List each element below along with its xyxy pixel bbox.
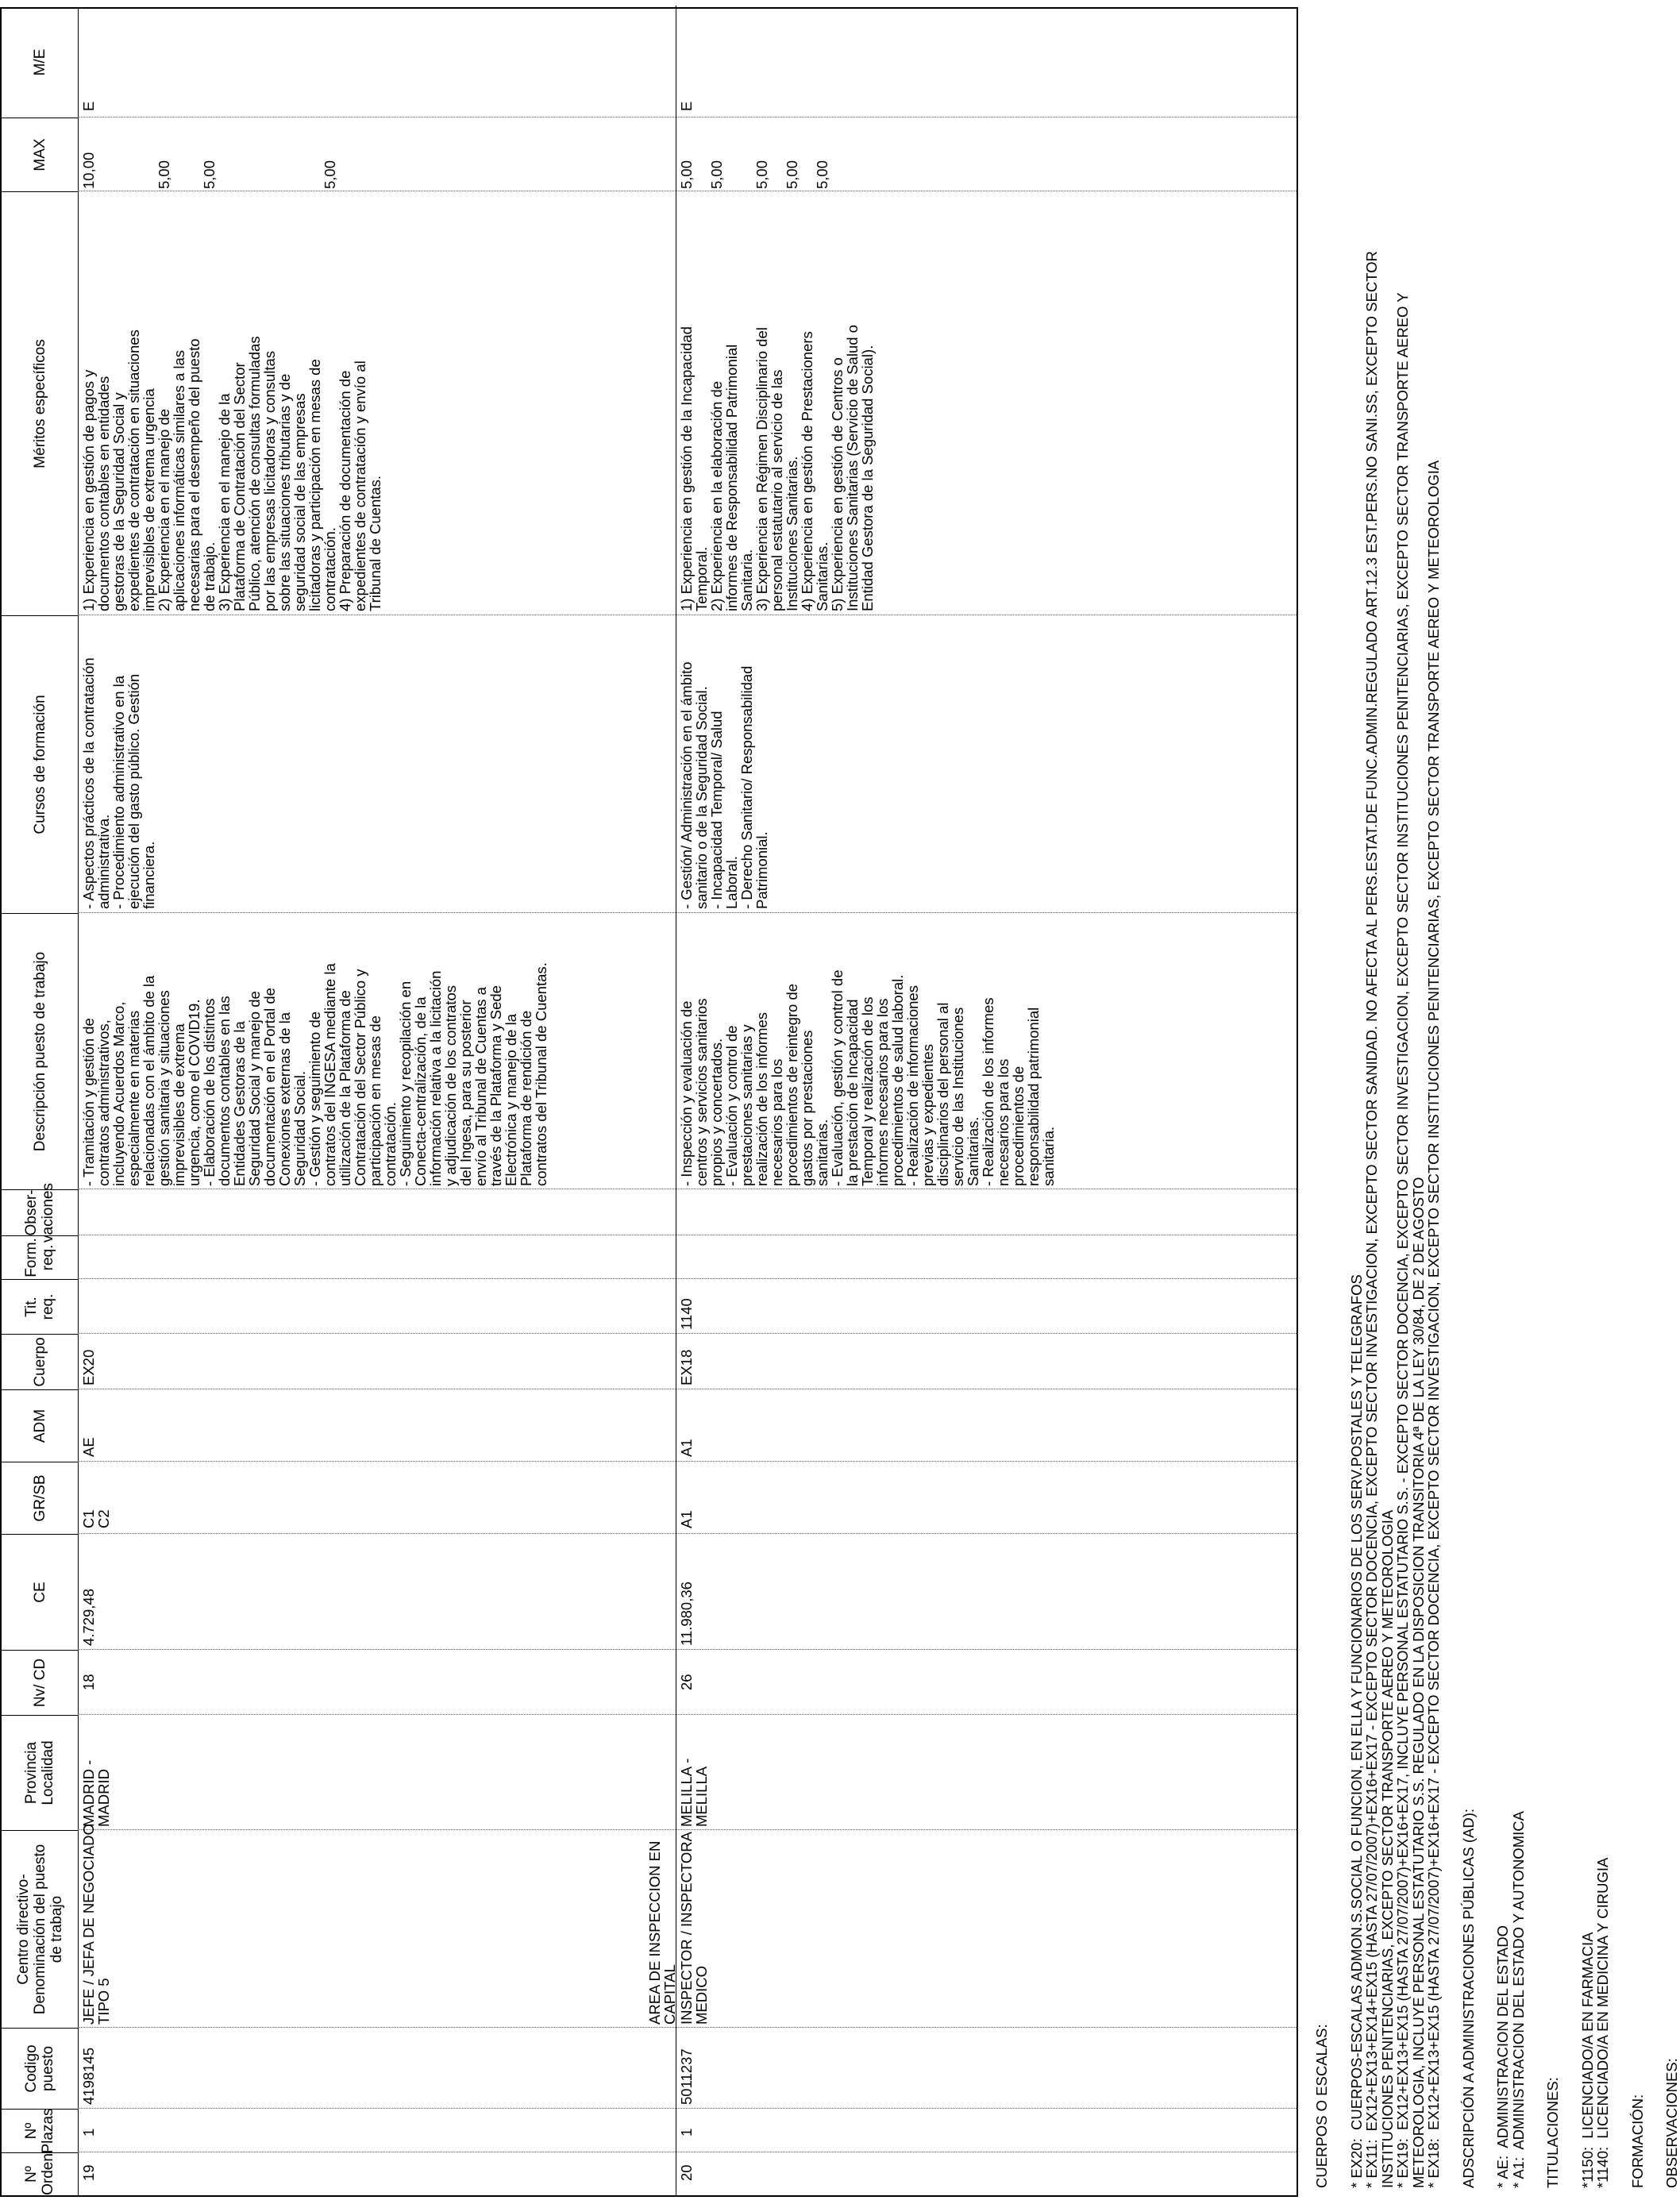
titulaciones-line: *1140: LICENCIADO/A EN MEDICINA Y CIRUGIA (1594, 1857, 1611, 2188)
dotted-divider (78, 1714, 676, 1715)
dotted-divider (676, 2108, 1298, 2109)
header-form: Form. req. (2, 1235, 78, 1279)
header-cursos: Cursos de formación (2, 615, 78, 913)
cuerpos-line: * EX20: CUERPOS-ESCALAS ADMON.S.SOCIAL O FUNCION, EN ELLA Y FUNCIONARIOS DE LOS SERV.POSTALES Y TELEGRAFOS (1347, 1274, 1365, 2188)
row19-nvcd: 18 (80, 1674, 97, 1690)
row20-score: 5,00 (784, 160, 800, 189)
row19-score: 5,00 (322, 160, 338, 189)
header-adm: ADM (2, 1389, 78, 1462)
header-nvcd: Nv/ CD (2, 1650, 78, 1715)
row19-desc: - Tramitación y gestión de contratos administrativos, incluyendo Acuerdos Marco, especialmente en materias relacionadas con el ámbito de la gestión sanitaria y situaciones imprevisibles de extrema urgencia, como el COVID19. - Elaboración de los distintos documentos contables en las Entidades Gestoras de la Seguridad Social y manejo de documentación en el Portal de Conexiones externas de la Seguridad Social. - Gestión y seguimiento de contratos del INGESA mediante la utilización de la Plataforma de Contratación del Sector Público y participación en mesas de contratación. - Seguimiento y recopilación en Conecta-centralización, de la información relativa a la licitación y adjudicación de los contratos del Ingesa, para su posterior envío al Tribunal de Cuentas a través de la Plataforma y Sede Electrónica y manejo de la Plataforma de rendición de contratos del Tribunal de Cuentas. (80, 962, 549, 1186)
header-desc: Descripción puesto de trabajo (2, 913, 78, 1189)
dotted-divider (676, 1829, 1298, 1830)
positions-table (0, 7, 1298, 2197)
dotted-divider (676, 2027, 1298, 2028)
adscripcion-line: * A1: ADMINISTRACION DEL ESTADO Y AUTONOMICA (1509, 1811, 1527, 2188)
header-orden: Nº Orden (2, 2152, 78, 2195)
row19-provincia: MADRID - MADRID (80, 1759, 112, 1827)
dotted-divider (78, 1829, 676, 1830)
row20-meritos: 1) Experiencia en gestión de la Incapacidad Temporal. 2) Experiencia en la elaboración de informes de Responsabilidad Patrimonial Sanitaria. 3) Experiencia en Régimen Disciplinario del personal estatutario al servicio de las Instituciones Sanitarias. 4) Experiencia en gestión de Prestacioners Sanitarias. 5) Experiencia en gestión de Centros o Instituciones Sanitarias (Servicio de Salud o Entidad Gestora de la Seguridad Social). (678, 325, 876, 611)
dotted-divider (676, 1461, 1298, 1462)
row20-desc: - Inspección y evaluación de centros y servicios sanitarios propios y concertados. - Evaluación y control de prestaciones sanitarias y realización de los informes necesarios para los procedimientos de reintegro de gastos por prestaciones sanitarias. - Evaluación, gestión y control de la prestación de Incapacidad Temporal y realización de los informes necesarios para los procedimientos de salud laboral. - Realización de informaciones previas y expedientes disciplinarios del personal al servicio de las Instituciones Sanitarias. - Realización de los informes necesarios para los procedimientos de responsabilidad patrimonial sanitaria. (678, 969, 1057, 1186)
header-centro: Centro directivo- Denominación del puesto de trabajo (2, 1830, 78, 2028)
row19-max: 10,00 (80, 152, 97, 189)
header-me: M/E (31, 48, 48, 76)
header-meritos: Méritos específicos (2, 191, 78, 615)
row20-score: 5,00 (753, 160, 770, 189)
row19-me: E (80, 101, 97, 111)
row19-plazas: 1 (80, 2128, 97, 2137)
dotted-divider (676, 1649, 1298, 1650)
row20-codigo: 5011237 (678, 2048, 695, 2105)
row20-tit: 1140 (678, 1298, 695, 1330)
titulaciones-line: *1150: LICENCIADO/A EN FARMACIA (1578, 1932, 1596, 2188)
header-tit: Tit. req. (2, 1279, 78, 1334)
cuerpos-line: * EX18: EX12+EX13+EX15 (HASTA 27/07/2007)+EX16+EX17 - EXCEPTO SECTOR DOCENCIA, EXCEPTO SECTOR INVESTIGACION, EXCEPTO SECTOR INSTITUCIONES PENITENCIARIAS, EXCEPTO SECTOR TRANSPORTE AEREO Y METEOROLOGIA (1425, 460, 1442, 2188)
row20-score: 5,00 (708, 160, 725, 189)
dotted-divider (676, 117, 1298, 118)
observaciones-title: OBSERVACIONES: (1663, 2058, 1680, 2188)
row19-codigo: 4198145 (80, 2047, 97, 2105)
dotted-divider (78, 1533, 676, 1534)
row20-nvcd: 26 (678, 1674, 695, 1690)
header-ce: CE (2, 1534, 78, 1650)
row19-score: 5,00 (156, 160, 172, 189)
cuerpos-line: * EX11: EX12+EX13+EX14+EX15 (HASTA 27/07/2007)+EX16+EX17 - EXCEPTO SECTOR DOCENCIA, EXCEPTO SECTOR INVESTIGACION, EXCEPTO SECTOR SANIDAD. NO AFECTA AL PERS.ESTAT.DE FUNC.ADMIN.REGULADO ART.12.3 EST.PERS.NO SANI.SS, EXCEPTO SECTOR (1363, 251, 1380, 2188)
row19-adm: AE (80, 1437, 97, 1457)
header-divider (78, 9, 79, 2195)
row20-ce: 11.980,36 (678, 1582, 695, 1646)
legend-notes (1314, 13, 1680, 2188)
row19-cuerpo: EX20 (80, 1349, 97, 1385)
row19-cursos: - Aspectos prácticos de la contratación administrativa. - Procedimiento administrativo en la ejecución del gasto público. Gestión financiera. (80, 657, 157, 909)
row20-cursos: - Gestión/ Administración en el ámbito sanitario o de la Seguridad Social. - Incapacidad Temporal/ Salud Laboral. - Derecho Sanitario/ Responsabilidad Patrimonial. (678, 661, 770, 909)
dotted-divider (78, 1333, 676, 1334)
dotted-divider (78, 2108, 676, 2109)
row19-centro: JEFE / JEFA DE NEGOCIADO TIPO 5 (80, 1824, 112, 2025)
header-provincia: Provincia Localidad (2, 1715, 78, 1830)
row20-max: 5,00 (678, 160, 695, 189)
dotted-divider (78, 1278, 676, 1279)
dotted-divider (676, 1278, 1298, 1279)
row19-grsb: C1 C2 (80, 1509, 112, 1528)
header-codigo: Codigo puesto (2, 2028, 78, 2109)
dotted-divider (676, 1714, 1298, 1715)
row20-orden: 20 (678, 2164, 695, 2181)
row19-orden: 19 (80, 2164, 97, 2181)
titulaciones-title: TITULACIONES: (1544, 2077, 1561, 2188)
header-obs: Obser- vaciones (2, 1189, 78, 1235)
row20-provincia: MELILLA - MELILLA (678, 1758, 710, 1827)
row19-meritos: 1) Experiencia en gestión de pagos y documentos contables en entidades gestoras de la Seguridad Social y expedientes de contratación en situaciones imprevisibles de extrema urgencia 2) Experiencia en el manejo de aplicaciones informáticas similares a las necesarias para el desempeño del puesto de trabajo. 3) Experiencia en el manejo de la Plataforma de Contratación del Sector Público, atención de consultas formuladas por las empresas licitadoras y consultas sobre las situaciones tributarias y de seguridad social de las empresas licitadoras y participación en mesas de contratación. 4) Preparación de documentación de expedientes de contratación y envío al Tribunal de Cuentas. (80, 329, 383, 611)
formacion-title: FORMACIÓN: (1628, 2094, 1646, 2188)
row20-cuerpo: EX18 (678, 1349, 695, 1385)
cuerpos-line: * EX19: EX12+EX13+EX15 (HASTA 27/07/2007)+EX16+EX17, INCLUYE PERSONAL ESTATUTARIO S.S. - EXCEPTO SECTOR DOCENCIA, EXCEPTO SECTOR INVESTIGACION, EXCEPTO SECTOR INSTITUCIONES PENITENCIARIAS, EXCEPTO SECTOR TRANSPORTE AEREO Y (1394, 292, 1411, 2188)
row20-grsb: A1 (678, 1510, 695, 1528)
dotted-divider (78, 1461, 676, 1462)
adscripcion-title: ADSCRIPCIÓN A ADMINISTRACIONES PÚBLICAS (AD): (1459, 1808, 1477, 2188)
dotted-divider (78, 2027, 676, 2028)
adscripcion-line: * AE: ADMINISTRACION DEL ESTADO (1494, 1925, 1511, 2188)
header-cuerpo: Cuerpo (2, 1334, 78, 1389)
dotted-divider (78, 1649, 676, 1650)
header-plazas: Nº Plazas (2, 2109, 78, 2152)
cuerpos-line: METEOROLOGIA, INCLUYE PERSONAL ESTATUTARIO S.S. REGULADO EN LA DISPOSICION TRANSITORIA 4ª DE LA LEY 30/84, DE 2 DE AGOSTO (1409, 1177, 1427, 2188)
row20-centro: INSPECTOR / INSPECTORA MEDICO (678, 1832, 710, 2025)
row19-score: 5,00 (201, 160, 218, 189)
row20-plazas: 1 (678, 2128, 695, 2137)
row20-me: E (678, 101, 695, 111)
row20-adm: A1 (678, 1439, 695, 1457)
row20-score: 5,00 (814, 160, 830, 189)
cuerpos-title: CUERPOS O ESCALAS: (1313, 2024, 1330, 2188)
header-max: MAX (2, 118, 78, 191)
cuerpos-line: INSTITUCIONES PENITENCIARIAS, EXCEPTO SECTOR TRANSPORTE AEREO Y METEOROLOGIA (1378, 1509, 1396, 2188)
dotted-divider (676, 1333, 1298, 1334)
row20-centro-prefix: AREA DE INSPECCION EN CAPITAL (646, 1840, 678, 2025)
dotted-divider (78, 117, 676, 118)
header-grsb: GR/SB (2, 1462, 78, 1534)
row19-ce: 4.729,48 (80, 1588, 97, 1646)
dotted-divider (676, 1533, 1298, 1534)
